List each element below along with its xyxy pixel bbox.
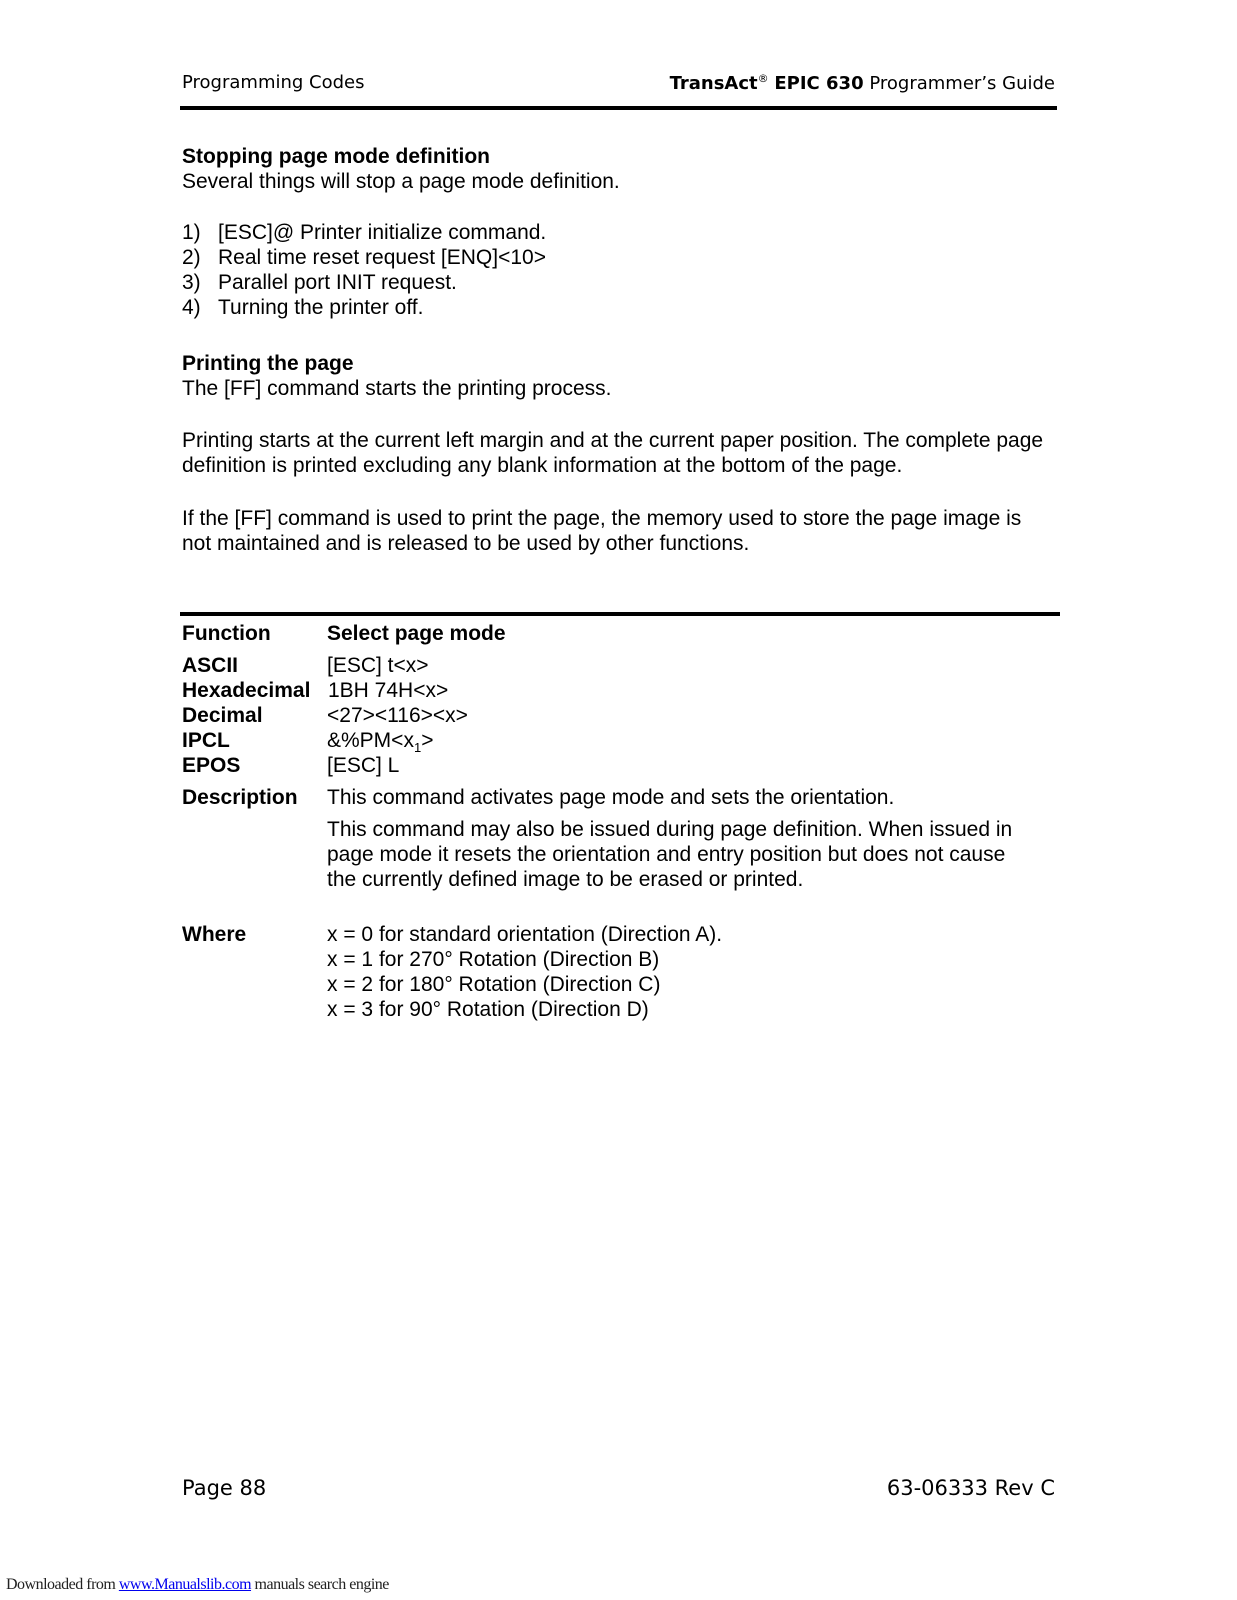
decimal-value: <27><116><x> <box>327 704 468 727</box>
registered-mark: ® <box>757 72 769 85</box>
ascii-label: ASCII <box>182 654 239 677</box>
function-value: Select page mode <box>327 622 506 645</box>
printing-section <box>182 351 1062 401</box>
list-item-text: Turning the printer off. <box>218 296 424 319</box>
stopping-intro: Several things will stop a page mode definition. <box>182 170 620 193</box>
running-header-title <box>670 72 1055 94</box>
description-text-2: This command may also be issued during page definition. When issued in page mode it resets the orientation and entry position but does not cause the currently defined image to be erased or printed. <box>327 818 1013 891</box>
where-value: x = 2 for 180° Rotation (Direction C) <box>327 973 661 996</box>
ipcl-subscript: 1 <box>413 740 422 756</box>
ipcl-suffix: > <box>421 729 434 752</box>
guide-name: Programmer’s Guide <box>869 73 1055 94</box>
stopping-list <box>182 220 1062 320</box>
list-item <box>182 245 1062 270</box>
where-value: x = 1 for 270° Rotation (Direction B) <box>327 948 660 971</box>
document-number: 63-06333 Rev C <box>886 1476 1055 1500</box>
where-values <box>327 922 1062 1022</box>
printing-paragraph-3: If the [FF] command is used to print the page, the memory used to store the page image is not maintained and is released to be used by other functions. <box>182 507 1022 555</box>
list-item <box>182 270 1062 295</box>
list-item-number: 2) <box>182 246 201 269</box>
description-label: Description <box>182 786 298 809</box>
list-item-number: 3) <box>182 271 201 294</box>
command-table-rule <box>180 612 1060 616</box>
where-value: x = 0 for standard orientation (Direction A). <box>327 923 723 946</box>
stopping-heading: Stopping page mode definition <box>182 145 490 168</box>
brand-name: TransAct <box>669 73 758 94</box>
hexadecimal-label: Hexadecimal <box>182 679 311 702</box>
running-header-section: Programming Codes <box>182 72 365 93</box>
printing-heading: Printing the page <box>182 352 354 375</box>
where-label: Where <box>182 923 247 946</box>
download-prefix: Downloaded from <box>6 1576 119 1593</box>
stopping-section <box>182 144 1062 194</box>
list-item-number: 4) <box>182 296 201 319</box>
download-suffix: manuals search engine <box>251 1576 389 1593</box>
list-item-text: Real time reset request [ENQ]<10> <box>218 246 546 269</box>
decimal-label: Decimal <box>182 704 263 727</box>
page-number: Page 88 <box>182 1476 267 1500</box>
list-item-text: Parallel port INIT request. <box>218 271 457 294</box>
list-item <box>182 295 1062 320</box>
manualslib-link[interactable]: www.Manualslib.com <box>118 1576 252 1593</box>
list-item-text: [ESC]@ Printer initialize command. <box>218 221 547 244</box>
ipcl-prefix: &%PM<x <box>327 729 414 752</box>
list-item-number: 1) <box>182 221 201 244</box>
ascii-value: [ESC] t<x> <box>327 654 429 677</box>
download-notice <box>6 1576 389 1594</box>
printing-paragraph-2: Printing starts at the current left margin and at the current paper position. The complete page definition is printed excluding any blank information at the bottom of the page. <box>182 429 1044 477</box>
list-item <box>182 220 1062 245</box>
epos-value: [ESC] L <box>327 754 400 777</box>
header-rule <box>180 106 1057 110</box>
epos-label: EPOS <box>182 754 241 777</box>
ipcl-label: IPCL <box>182 729 230 752</box>
stopping-list-block <box>182 220 1062 320</box>
printing-paragraph-1: The [FF] command starts the printing process. <box>182 377 612 400</box>
model-name: EPIC 630 <box>774 73 864 94</box>
where-value: x = 3 for 90° Rotation (Direction D) <box>327 998 649 1021</box>
function-label: Function <box>182 622 271 645</box>
description-text-1: This command activates page mode and sets the orientation. <box>327 786 895 809</box>
hexadecimal-value: 1BH 74H<x> <box>328 679 449 702</box>
